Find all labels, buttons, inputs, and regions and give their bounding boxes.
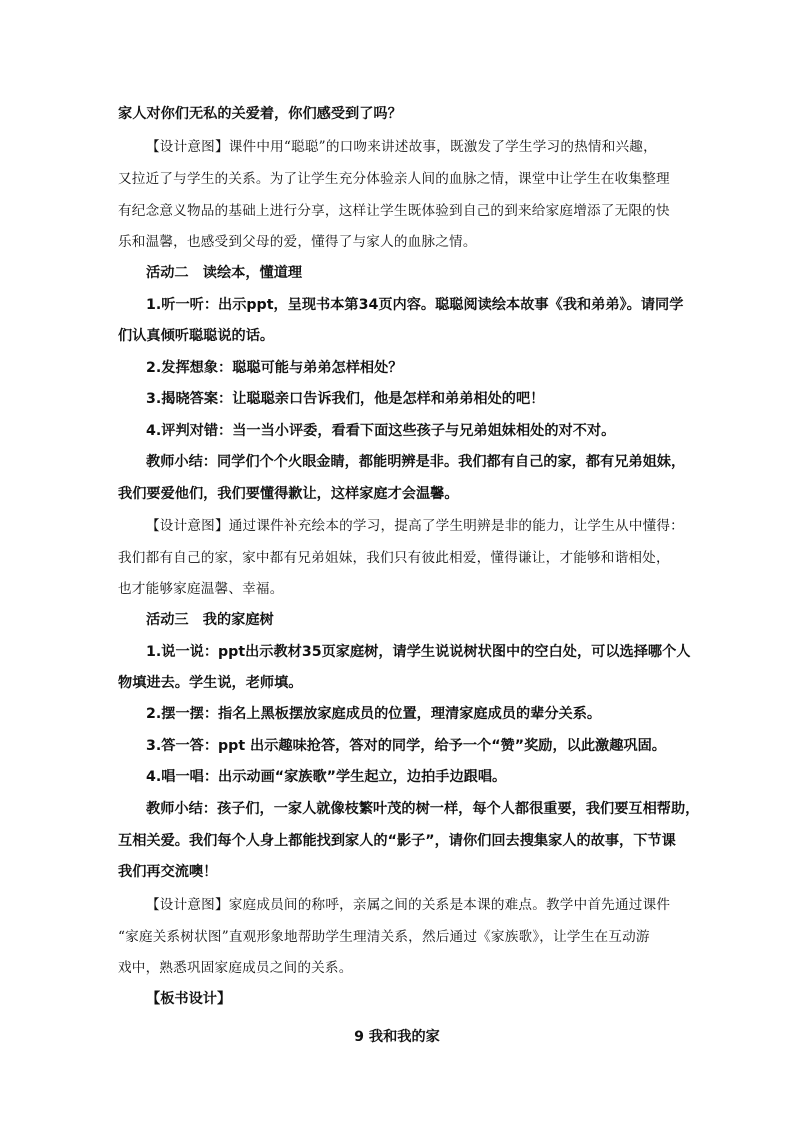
activity-3-step-3: 3.答一答：ppt 出示趣味抢答，答对的同学，给予一个“赞”奖励，以此激趣巩固。 — [146, 738, 666, 754]
activity-2-step-2: 2.发挥想象：聪聪可能与弟弟怎样相处？ — [146, 360, 403, 376]
design-intent-3-line-2: “家庭关系树状图”直观形象地帮助学生理清关系，然后通过《家族歌》，让学生在互动游 — [118, 929, 650, 945]
activity-3-step-1-line-1: 1.说一说：ppt出示教材35页家庭树，请学生说说树状图中的空白处，可以选择哪个人 — [146, 644, 691, 660]
design-intent-2-line-1: 【设计意图】通过课件补充绘本的学习，提高了学生明辨是非的能力，让学生从中懂得： — [146, 518, 684, 534]
teacher-summary-2-line-3: 我们再交流噢！ — [118, 864, 218, 880]
paragraph-closing-question: 家人对你们无私的关爱着，你们感受到了吗？ — [118, 106, 402, 122]
teacher-summary-1-line-2: 我们要爱他们，我们要懂得歉让，这样家庭才会温馨。 — [118, 486, 459, 502]
activity-2-step-4: 4.评判对错：当一当小评委，看看下面这些孩子与兄弟姐妹相处的对不对。 — [146, 423, 616, 439]
design-intent-2-line-2: 我们都有自己的家，家中都有兄弟姐妹，我们只有彼此相爱，懂得谦让，才能够和谐相处， — [118, 550, 670, 566]
activity-2-step-1-line-2: 们认真倾听聪聪说的话。 — [118, 328, 275, 344]
section-heading-activity-3: 活动三 我的家庭树 — [146, 612, 274, 628]
teacher-summary-2-line-2: 互相关爱。我们每个人身上都能找到家人的“影子”，请你们回去搜集家人的故事，下节课 — [118, 833, 676, 849]
design-intent-3-line-3: 戏中，熟悉巩固家庭成员之间的关系。 — [118, 960, 353, 976]
activity-2-step-1-line-1: 1.听一听：出示ppt，呈现书本第34页内容。聪聪阅读绘本故事《我和弟弟》。请同学 — [146, 297, 684, 313]
design-intent-1-line-2: 又拉近了与学生的关系。为了让学生充分体验亲人间的血脉之情，课堂中让学生在收集整理 — [118, 171, 670, 187]
activity-2-step-3: 3.揭晓答案：让聪聪亲口告诉我们，他是怎样和弟弟相处的吧！ — [146, 391, 545, 407]
section-heading-activity-2: 活动二 读绘本，懂道理 — [146, 265, 303, 281]
teacher-summary-2-line-1: 教师小结：孩子们，一家人就像枝繁叶茂的树一样，每个人都很重要，我们要互相帮助， — [146, 801, 700, 817]
activity-3-step-1-line-2: 物填进去。学生说，老师填。 — [118, 675, 303, 691]
board-design-title: 9 我和我的家 — [354, 1029, 440, 1045]
teacher-summary-1-line-1: 教师小结：同学们个个火眼金睛，都能明辨是非。我们都有自己的家，都有兄弟姐妹， — [146, 454, 686, 470]
activity-3-step-2: 2.摆一摆：指名上黑板摆放家庭成员的位置，理清家庭成员的辈分关系。 — [146, 706, 602, 722]
design-intent-3-line-1: 【设计意图】家庭成员间的称呼，亲属之间的关系是本课的难点。教学中首先通过课件 — [146, 897, 671, 913]
board-design-heading: 【板书设计】 — [146, 991, 232, 1007]
design-intent-1-line-1: 【设计意图】课件中用“聪聪”的口吻来讲述故事，既激发了学生学习的热情和兴趣， — [146, 139, 657, 155]
design-intent-1-line-4: 乐和温馨，也感受到父母的爱，懂得了与家人的血脉之情。 — [118, 234, 477, 250]
activity-3-step-4: 4.唱一唱：出示动画“家族歌”学生起立，边拍手边跟唱。 — [146, 769, 507, 785]
design-intent-2-line-3: 也才能够家庭温馨、幸福。 — [118, 581, 284, 597]
design-intent-1-line-3: 有纪念意义物品的基础上进行分享，这样让学生既体验到自己的到来给家庭增添了无限的快 — [118, 203, 670, 219]
